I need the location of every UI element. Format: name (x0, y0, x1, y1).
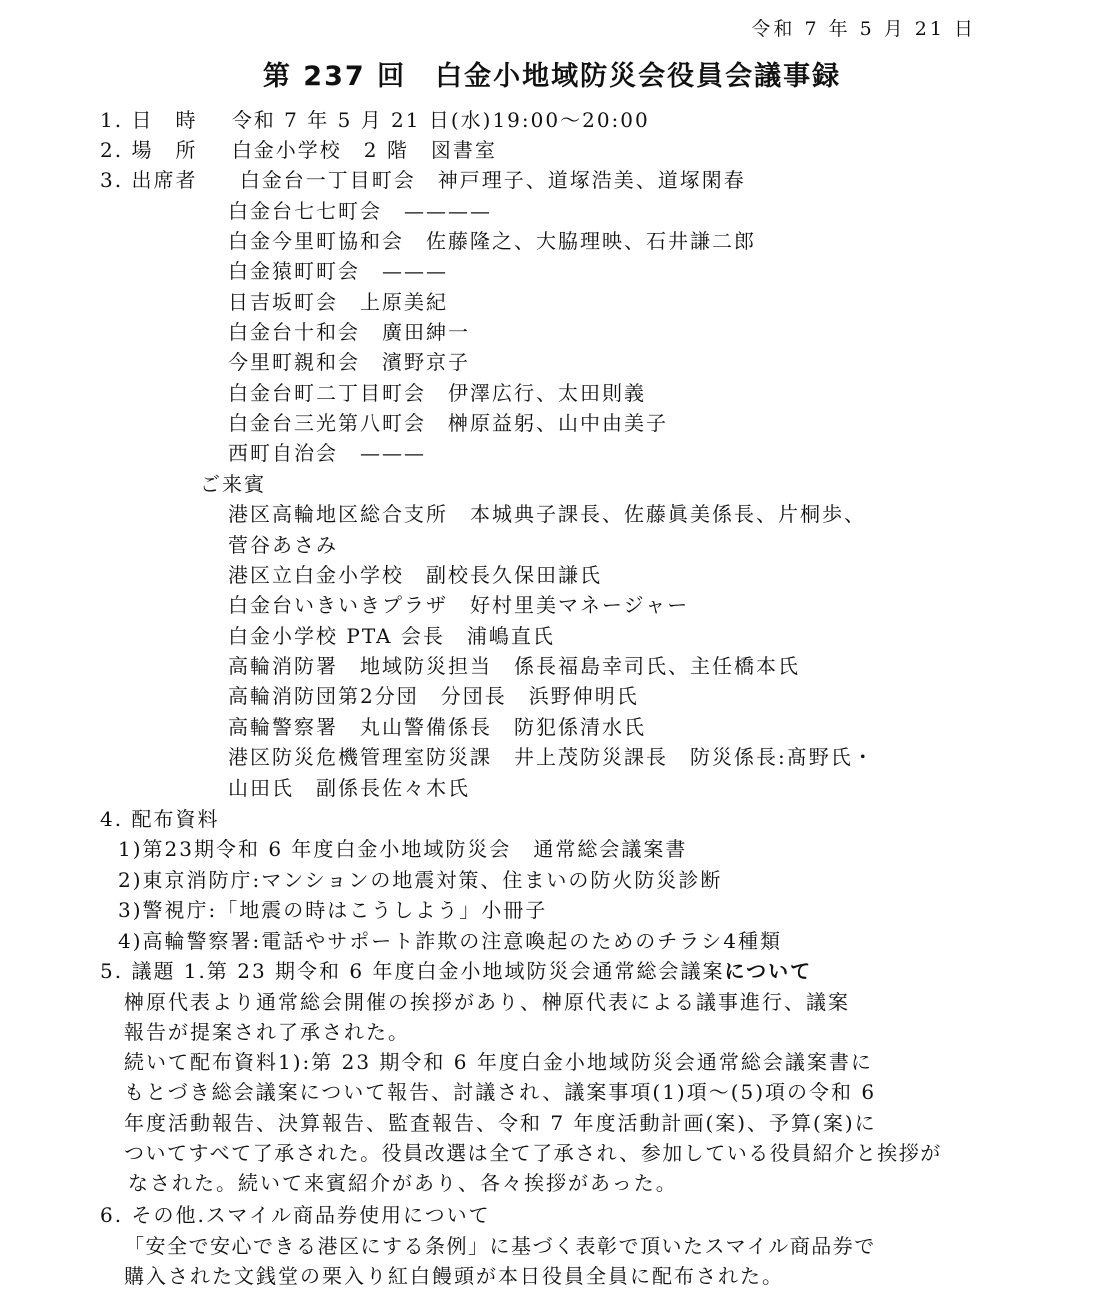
agenda-body-line: 年度活動報告、決算報告、監査報告、令和 7 年度活動計画(案)、予算(案)に (124, 1111, 877, 1135)
guest-line: 港区防災危機管理室防災課 井上茂防災課長 防災係長:髙野氏・ (228, 745, 875, 769)
guest-line: 港区高輪地区総合支所 本城典子課長、佐藤眞美係長、片桐歩、 (228, 502, 866, 526)
section-datetime (100, 107, 650, 133)
section-materials-heading: 4. 配布資料 (100, 807, 220, 831)
guest-line: 菅谷あさみ (228, 533, 338, 557)
section-label: 出席者 (131, 168, 198, 192)
agenda-heading-text: 5. 議題 1.第 23 期令和 6 年度白金小地域防災会通常総会議案 (100, 959, 725, 983)
material-item: 3)警視庁:「地震の時はこうしよう」小冊子 (118, 898, 548, 922)
agenda-body-line: 榊原代表より通常総会開催の挨拶があり、榊原代表による議事進行、議案 (124, 990, 850, 1014)
section-number: 3. (100, 168, 124, 192)
section-label: 日 時 (131, 108, 198, 132)
section-other-heading: 6. その他.スマイル商品券使用について (100, 1203, 491, 1227)
guest-line: 山田氏 副係長佐々木氏 (228, 776, 470, 800)
section-agenda-heading (100, 958, 812, 984)
other-body-line: 「安全で安心できる港区にする条例」に基づく表彰で頂いたスマイル商品券で (124, 1234, 876, 1258)
attendee-line: 日吉坂町会 上原美紀 (228, 290, 448, 314)
section-value: 令和 7 年 5 月 21 日(水)19:00～20:00 (231, 108, 650, 132)
section-attendees-heading (100, 167, 746, 193)
agenda-heading-bold: について (724, 959, 813, 983)
attendee-line: 白金台十和会 廣田紳一 (228, 320, 470, 344)
attendee-line: 今里町親和会 濱野京子 (228, 350, 470, 374)
section-label: 場 所 (131, 138, 198, 162)
attendee-line: 白金今里町協和会 佐藤隆之、大脇理映、石井謙二郎 (228, 229, 756, 253)
attendee-line: 西町自治会 ——— (228, 441, 426, 465)
guest-line: 高輪消防署 地域防災担当 係長福島幸司氏、主任橋本氏 (228, 654, 800, 678)
guest-line: 白金台いきいきプラザ 好村里美マネージャー (228, 593, 690, 617)
agenda-body-line: もとづき総会議案について報告、討議され、議案事項(1)項～(5)項の令和 6 (124, 1080, 877, 1104)
guest-line: 高輪消防団第2分団 分団長 浜野伸明氏 (228, 684, 639, 708)
attendee-line: 白金台七七町会 ———— (228, 199, 492, 223)
material-item: 4)高輪警察署:電話やサポート詐欺の注意喚起のためのチラシ4種類 (118, 929, 782, 953)
agenda-body-line: 報告が提案され了承された。 (124, 1020, 410, 1044)
agenda-body-line: ついてすべて了承された。役員改選は全て了承され、参加している役員紹介と挨拶が (124, 1141, 942, 1165)
agenda-body-line: なされた。続いて来賓紹介があり、各々挨拶があった。 (128, 1171, 678, 1195)
document-date: 令和 7 年 5 月 21 日 (751, 18, 976, 40)
attendee-line: 白金台町二丁目町会 伊澤広行、太田則義 (228, 381, 646, 405)
guests-heading: ご来賓 (200, 472, 266, 496)
guest-line: 高輪警察署 丸山警備係長 防犯係清水氏 (228, 715, 646, 739)
attendee-line: 白金猿町町会 ——— (228, 259, 448, 283)
attendee-line: 白金台三光第八町会 榊原益躬、山中由美子 (228, 411, 668, 435)
guest-line: 白金小学校 PTA 会長 浦嶋直氏 (228, 624, 555, 648)
guest-line: 港区立白金小学校 副校長久保田謙氏 (228, 563, 602, 587)
other-body-line: 購入された文銭堂の栗入り紅白饅頭が本日役員全員に配布された。 (124, 1264, 784, 1288)
agenda-body-line: 続いて配布資料1):第 23 期令和 6 年度白金小地域防災会通常総会議案書に (124, 1050, 873, 1074)
material-item: 2)東京消防庁:マンションの地震対策、住まいの防火防災診断 (118, 868, 723, 892)
attendee-line: 白金台一丁目町会 神戸理子、道塚浩美、道塚閑春 (239, 168, 746, 192)
section-place (100, 137, 497, 163)
document-title: 第 237 回 白金小地域防災会役員会議事録 (262, 61, 842, 92)
material-item: 1)第23期令和 6 年度白金小地域防災会 通常総会議案書 (118, 837, 688, 861)
section-number: 1. (100, 108, 124, 132)
section-value: 白金小学校 2 階 図書室 (231, 138, 497, 162)
section-number: 2. (100, 138, 124, 162)
